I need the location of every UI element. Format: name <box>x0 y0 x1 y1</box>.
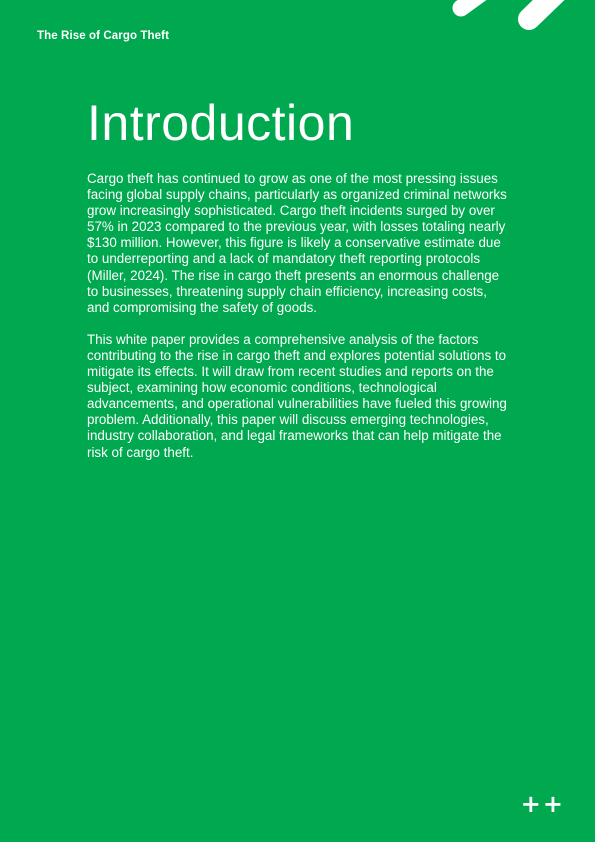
body-text <box>87 171 512 477</box>
paragraph: This white paper provides a comprehensive analysis of the factors contributing to the rise in cargo theft and explores potential solutions to mitigate its effects. It will draw from recent studies and reports on the subject, examining how economic conditions, technological advancements, and operational vulnerabilities have fueled this growing problem. Additionally, this paper will discuss emerging technologies, industry collaboration, and legal frameworks that can help mitigate the risk of cargo theft. <box>87 331 507 460</box>
paragraph: Cargo theft has continued to grow as one of the most pressing issues facing global supply chains, particularly as organized criminal networks grow increasingly sophisticated. Cargo theft incidents surged by over 57% in 2023 compared to the previous year, with losses totaling nearly $130 million. However, this figure is likely a conservative estimate due to underreporting and a lack of mandatory theft reporting protocols (Miller, 2024). The rise in cargo theft presents an enormous challenge to businesses, threatening supply chain efficiency, increasing costs, and compromising the safety of goods. <box>87 171 507 315</box>
plus-mark-icon: ++ <box>520 790 565 818</box>
decorative-pill-shapes <box>435 0 595 40</box>
running-title: The Rise of Cargo Theft <box>37 30 170 42</box>
page-title: Introduction <box>87 95 355 151</box>
